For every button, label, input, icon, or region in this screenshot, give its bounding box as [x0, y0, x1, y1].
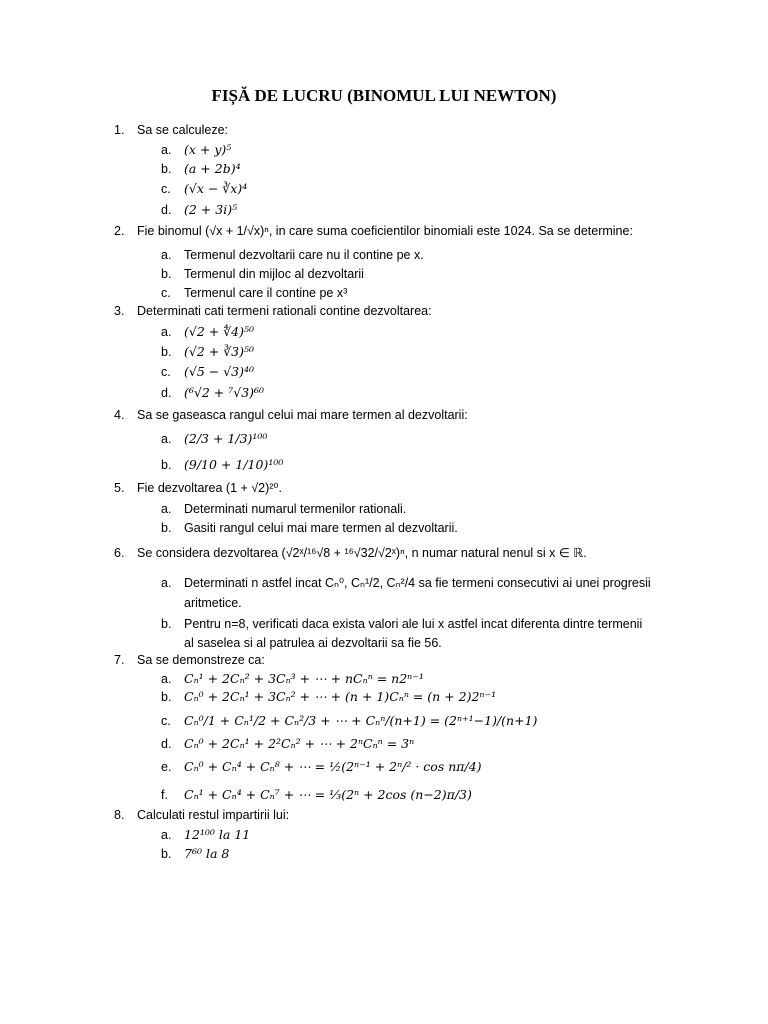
- sub-item-text: (2 + 3i)⁵: [184, 202, 238, 217]
- sub-item-text: 7⁶⁰ la 8: [184, 846, 230, 861]
- sub-item-letter: c.: [161, 182, 171, 196]
- sub-item-text: Cₙ⁰ + 2Cₙ¹ + 2²Cₙ² + ⋯ + 2ⁿCₙⁿ = 3ⁿ: [184, 736, 415, 751]
- sub-item-text: al saselea si al patrulea ai dezvoltarii sa fie 56.: [184, 636, 442, 650]
- sub-item-letter: a.: [161, 432, 172, 446]
- sub-item-text: Termenul care il contine pe x³: [184, 286, 348, 300]
- exercise-statement: Se considera dezvoltarea (√2ˣ/¹⁶√8 + ¹⁶√32/√2ˣ)ⁿ, n numar natural nenul si x ∈ ℝ.: [137, 546, 587, 560]
- sub-item-text: Gasiti rangul celui mai mare termen al dezvoltarii.: [184, 521, 458, 535]
- exercise-number: 5.: [114, 481, 125, 495]
- sub-item-text: (√2 + ∛3)⁵⁰: [184, 344, 255, 359]
- sub-item-text: (⁶√2 + ⁷√3)⁶⁰: [184, 385, 265, 400]
- sub-item-text: (x + y)⁵: [184, 142, 232, 157]
- exercise-number: 8.: [114, 808, 125, 822]
- sub-item-letter: b.: [161, 690, 172, 704]
- sub-item-text: (a + 2b)⁴: [184, 161, 241, 176]
- sub-item-letter: d.: [161, 737, 172, 751]
- exercise-statement: Sa se calculeze:: [137, 123, 229, 137]
- sub-item-letter: b.: [161, 162, 172, 176]
- exercise-statement: Fie binomul (√x + 1/√x)ⁿ, in care suma coeficientilor binomiali este 1024. Sa se determine:: [137, 224, 633, 238]
- sub-item-text: Termenul din mijloc al dezvoltarii: [184, 267, 364, 281]
- sub-item-letter: a.: [161, 576, 172, 590]
- sub-item-letter: f.: [161, 788, 168, 802]
- sub-item-text: Determinati n astfel incat Cₙ⁰, Cₙ¹/2, Cₙ²/4 sa fie termeni consecutivi ai unei progresii: [184, 576, 651, 590]
- sub-item-letter: a.: [161, 502, 172, 516]
- exercise-number: 2.: [114, 224, 125, 238]
- sub-item-text: Cₙ⁰ + Cₙ⁴ + Cₙ⁸ + ⋯ = ½(2ⁿ⁻¹ + 2ⁿ/² · cos nπ/4): [184, 759, 482, 774]
- sub-item-letter: c.: [161, 286, 171, 300]
- exercise-number: 4.: [114, 408, 125, 422]
- exercise-number: 1.: [114, 123, 125, 137]
- exercise-statement: Sa se gaseasca rangul celui mai mare termen al dezvoltarii:: [137, 408, 468, 422]
- sub-item-letter: b.: [161, 617, 172, 631]
- page-title: FIȘĂ DE LUCRU (BINOMUL LUI NEWTON): [211, 86, 557, 105]
- sub-item-letter: d.: [161, 386, 172, 400]
- sub-item-letter: a.: [161, 672, 172, 686]
- sub-item-text: Cₙ¹ + 2Cₙ² + 3Cₙ³ + ⋯ + nCₙⁿ = n2ⁿ⁻¹: [184, 671, 424, 686]
- sub-item-letter: c.: [161, 365, 171, 379]
- sub-item-text: (√5 − √3)⁴⁰: [184, 364, 255, 379]
- sub-item-letter: a.: [161, 828, 172, 842]
- sub-item-letter: d.: [161, 203, 172, 217]
- exercise-statement: Fie dezvoltarea (1 + √2)²⁰.: [137, 481, 282, 495]
- sub-item-letter: b.: [161, 521, 172, 535]
- sub-item-text: 12¹⁰⁰ la 11: [184, 827, 251, 842]
- sub-item-letter: c.: [161, 714, 171, 728]
- sub-item-text: Cₙ¹ + Cₙ⁴ + Cₙ⁷ + ⋯ = ⅓(2ⁿ + 2cos (n−2)π/3): [184, 787, 472, 802]
- sub-item-text: Cₙ⁰ + 2Cₙ¹ + 3Cₙ² + ⋯ + (n + 1)Cₙⁿ = (n + 2)2ⁿ⁻¹: [184, 689, 497, 704]
- sub-item-letter: b.: [161, 458, 172, 472]
- exercise-statement: Sa se demonstreze ca:: [137, 653, 265, 667]
- exercise-number: 7.: [114, 653, 125, 667]
- exercise-number: 3.: [114, 304, 125, 318]
- sub-item-letter: b.: [161, 847, 172, 861]
- exercise-number: 6.: [114, 546, 125, 560]
- sub-item-letter: b.: [161, 267, 172, 281]
- sub-item-text: (√x − ∛x)⁴: [184, 181, 248, 196]
- sub-item-text: (√2 + ∜4)⁵⁰: [184, 324, 255, 339]
- sub-item-text: Termenul dezvoltarii care nu il contine pe x.: [184, 248, 424, 262]
- sub-item-letter: e.: [161, 760, 172, 774]
- sub-item-letter: b.: [161, 345, 172, 359]
- sub-item-letter: a.: [161, 143, 172, 157]
- exercise-statement: Calculati restul impartirii lui:: [137, 808, 290, 822]
- sub-item-letter: a.: [161, 325, 172, 339]
- exercise-statement: Determinati cati termeni rationali contine dezvoltarea:: [137, 304, 432, 318]
- sub-item-text: Determinati numarul termenilor rationali.: [184, 502, 407, 516]
- sub-item-text: (2/3 + 1/3)¹⁰⁰: [184, 431, 268, 446]
- sub-item-text: (9/10 + 1/10)¹⁰⁰: [184, 457, 284, 472]
- sub-item-text: Pentru n=8, verificati daca exista valori ale lui x astfel incat diferenta dintre termenii: [184, 617, 643, 631]
- sub-item-text: aritmetice.: [184, 596, 242, 610]
- sub-item-letter: a.: [161, 248, 172, 262]
- sub-item-text: Cₙ⁰/1 + Cₙ¹/2 + Cₙ²/3 + ⋯ + Cₙⁿ/(n+1) = (2ⁿ⁺¹−1)/(n+1): [184, 713, 538, 728]
